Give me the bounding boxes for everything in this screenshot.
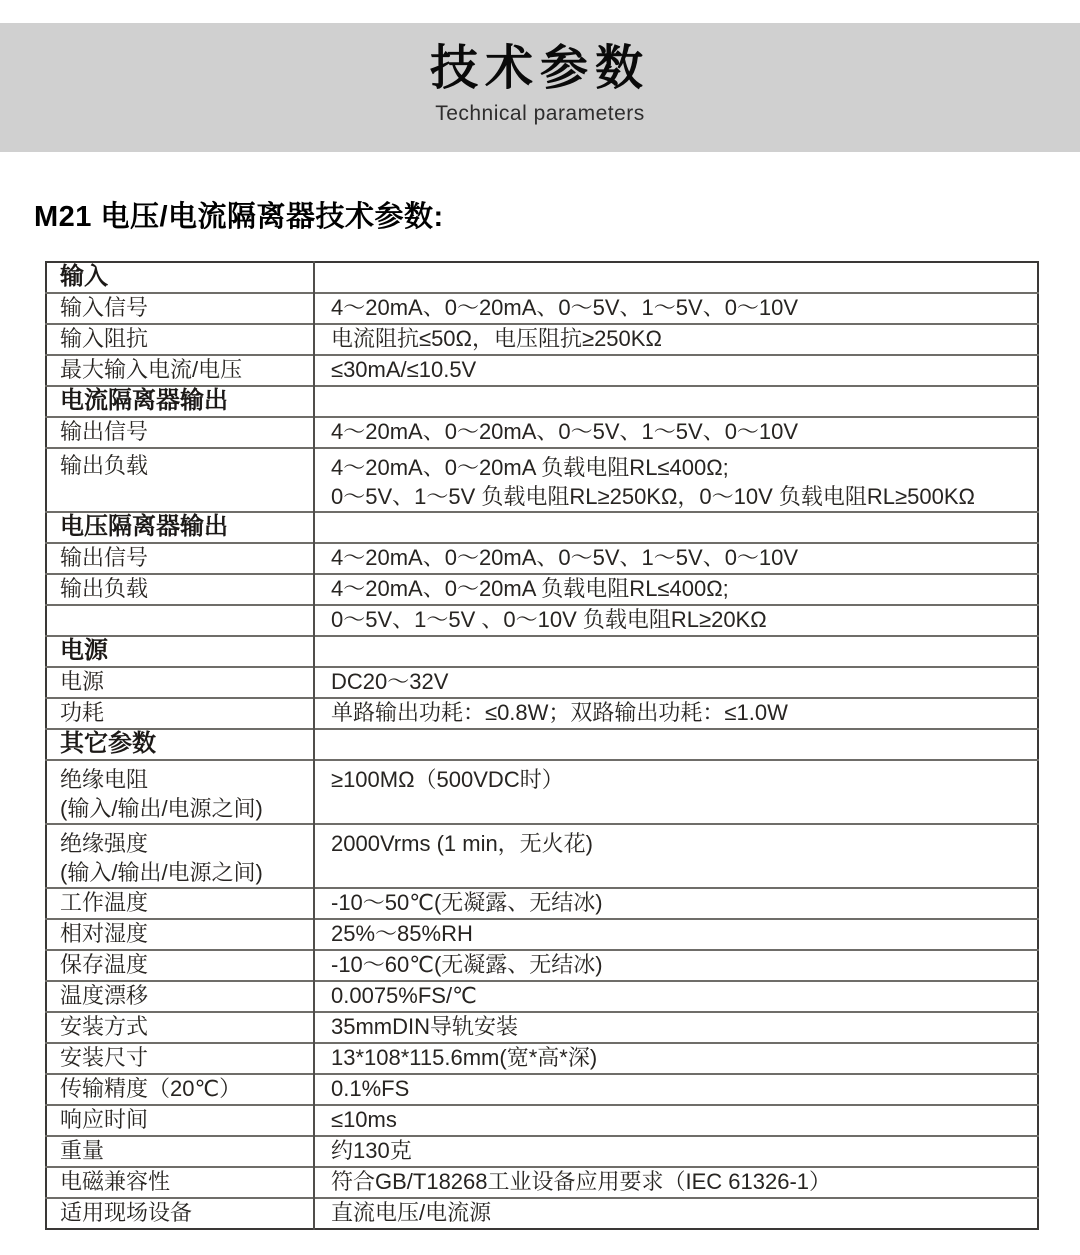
section-label: 其它参数 <box>46 729 314 760</box>
spec-value: ≤10ms <box>314 1105 1038 1136</box>
table-row <box>46 605 1038 636</box>
table-row <box>46 981 1038 1012</box>
spec-label: 传输精度（20℃） <box>46 1074 314 1105</box>
section-label: 电源 <box>46 636 314 667</box>
spec-value-line1: 4～20mA、0～20mA 负载电阻RL≤400Ω; <box>331 455 729 480</box>
spec-value: 0～5V、1～5V 、0～10V 负载电阻RL≥20KΩ <box>314 605 1038 636</box>
table-row <box>46 919 1038 950</box>
table-row <box>46 698 1038 729</box>
spec-value: 约130克 <box>314 1136 1038 1167</box>
table-row <box>46 355 1038 386</box>
spec-label: 保存温度 <box>46 950 314 981</box>
spec-label: 安装尺寸 <box>46 1043 314 1074</box>
table-row <box>46 1198 1038 1229</box>
spec-value: 4～20mA、0～20mA 负载电阻RL≤400Ω; <box>314 574 1038 605</box>
section-row <box>46 636 1038 667</box>
section-label: 电压隔离器输出 <box>46 512 314 543</box>
spec-label: 功耗 <box>46 698 314 729</box>
section-row <box>46 729 1038 760</box>
table-row <box>46 760 1038 824</box>
spec-label: 输入信号 <box>46 293 314 324</box>
table-row <box>46 1043 1038 1074</box>
table-row <box>46 324 1038 355</box>
table-row <box>46 543 1038 574</box>
spec-label: 响应时间 <box>46 1105 314 1136</box>
spec-label <box>46 824 314 888</box>
section-row <box>46 512 1038 543</box>
spec-value: 直流电压/电流源 <box>314 1198 1038 1229</box>
header-banner <box>0 23 1080 152</box>
table-row <box>46 293 1038 324</box>
spec-label: 相对湿度 <box>46 919 314 950</box>
spec-label: 工作温度 <box>46 888 314 919</box>
spec-label-line1: 绝缘强度 <box>60 831 149 856</box>
spec-value <box>314 386 1038 417</box>
spec-label: 安装方式 <box>46 1012 314 1043</box>
spec-value: 单路输出功耗：≤0.8W；双路输出功耗：≤1.0W <box>314 698 1038 729</box>
spec-value: 13*108*115.6mm(宽*高*深) <box>314 1043 1038 1074</box>
table-row <box>46 888 1038 919</box>
spec-label-line1: 绝缘电阻 <box>60 767 149 792</box>
spec-label: 输出信号 <box>46 417 314 448</box>
spec-value: 4～20mA、0～20mA、0～5V、1～5V、0～10V <box>314 417 1038 448</box>
spec-label: 温度漂移 <box>46 981 314 1012</box>
table-row <box>46 574 1038 605</box>
spec-value-line1: 2000Vrms (1 min，无火花) <box>331 831 594 856</box>
table-row <box>46 417 1038 448</box>
spec-label <box>46 605 314 636</box>
table-row <box>46 1136 1038 1167</box>
spec-value <box>314 636 1038 667</box>
spec-label: 输出负载 <box>46 574 314 605</box>
spec-value: -10～60℃(无凝露、无结冰) <box>314 950 1038 981</box>
table-row <box>46 1167 1038 1198</box>
table-row <box>46 950 1038 981</box>
spec-value: 0.1%FS <box>314 1074 1038 1105</box>
spec-label <box>46 760 314 824</box>
spec-value: 4～20mA、0～20mA、0～5V、1～5V、0～10V <box>314 543 1038 574</box>
spec-value-line2: 0～5V、1～5V 负载电阻RL≥250KΩ，0～10V 负载电阻RL≥500KΩ <box>331 484 975 509</box>
table-row <box>46 1105 1038 1136</box>
spec-value: 符合GB/T18268工业设备应用要求（IEC 61326-1） <box>314 1167 1038 1198</box>
section-label: 输入 <box>46 262 314 293</box>
spec-label: 适用现场设备 <box>46 1198 314 1229</box>
spec-label-line2: (输入/输出/电源之间) <box>60 860 263 885</box>
spec-value <box>314 729 1038 760</box>
spec-value: ≤30mA/≤10.5V <box>314 355 1038 386</box>
spec-value <box>314 760 1038 824</box>
spec-value: 电流阻抗≤50Ω，电压阻抗≥250KΩ <box>314 324 1038 355</box>
spec-value <box>314 512 1038 543</box>
table-row <box>46 824 1038 888</box>
spec-table <box>45 261 1039 1230</box>
table-row <box>46 1074 1038 1105</box>
spec-value: 35mmDIN导轨安装 <box>314 1012 1038 1043</box>
page-subtitle: Technical parameters <box>435 101 645 125</box>
section-row <box>46 262 1038 293</box>
document-title: M21 电压/电流隔离器技术参数: <box>34 201 444 233</box>
spec-label: 电源 <box>46 667 314 698</box>
spec-value <box>314 824 1038 888</box>
page-title: 技术参数 <box>429 42 650 95</box>
spec-value: DC20～32V <box>314 667 1038 698</box>
spec-label: 重量 <box>46 1136 314 1167</box>
table-row <box>46 667 1038 698</box>
spec-label: 输入阻抗 <box>46 324 314 355</box>
spec-label: 最大输入电流/电压 <box>46 355 314 386</box>
spec-value: 0.0075%FS/℃ <box>314 981 1038 1012</box>
spec-value: 4～20mA、0～20mA、0～5V、1～5V、0～10V <box>314 293 1038 324</box>
spec-label-line2: (输入/输出/电源之间) <box>60 796 263 821</box>
spec-value <box>314 448 1038 512</box>
section-row <box>46 386 1038 417</box>
spec-value-line1: ≥100MΩ（500VDC时） <box>331 767 564 792</box>
spec-label: 输出负载 <box>46 448 314 512</box>
spec-value <box>314 262 1038 293</box>
table-row <box>46 1012 1038 1043</box>
table-row <box>46 448 1038 512</box>
spec-label: 输出信号 <box>46 543 314 574</box>
spec-value: -10～50℃(无凝露、无结冰) <box>314 888 1038 919</box>
spec-label: 电磁兼容性 <box>46 1167 314 1198</box>
spec-value: 25%～85%RH <box>314 919 1038 950</box>
section-label: 电流隔离器输出 <box>46 386 314 417</box>
